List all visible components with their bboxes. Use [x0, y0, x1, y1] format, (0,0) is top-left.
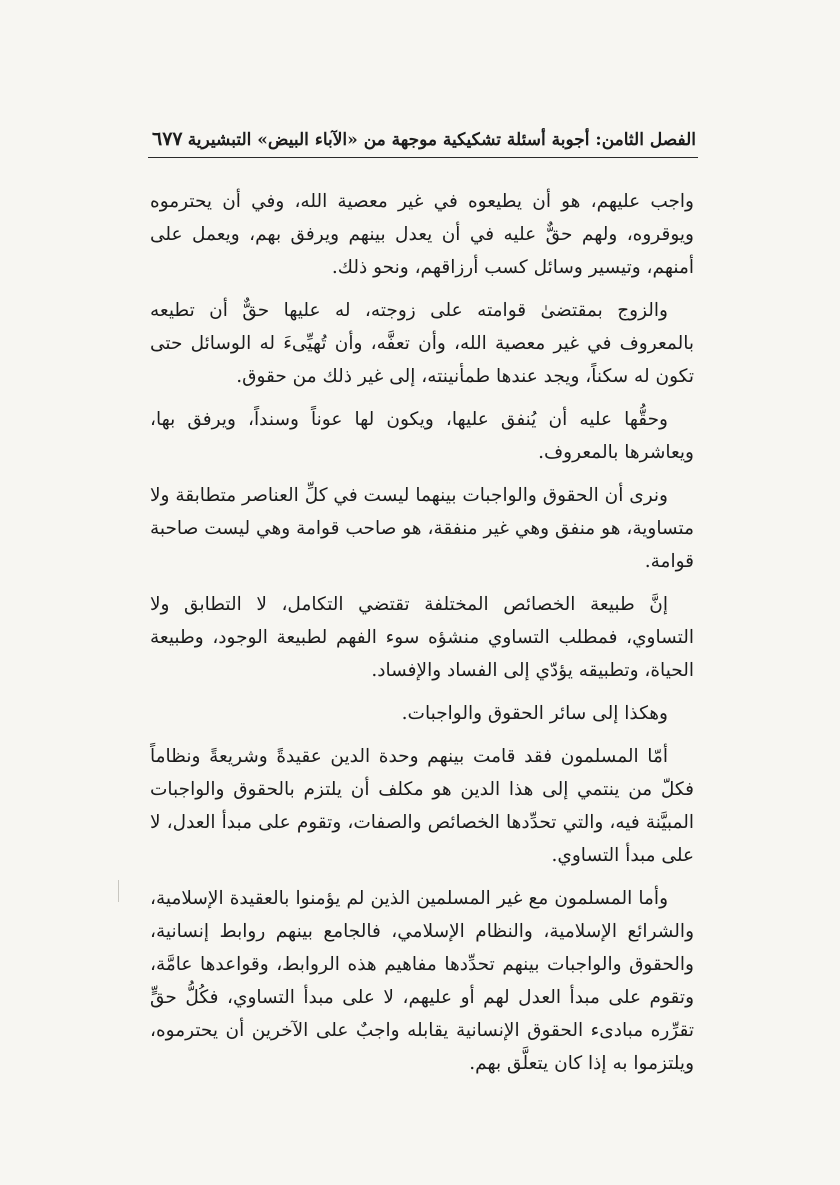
paragraph-1: واجب عليهم، هو أن يطيعوه في غير معصية الله، وفي أن يحترموه ويوقروه، ولهم حقٌّ عليه في أن يعدل بينهم ويرفق بهم، ويعمل على أمنهم، وتيسير وسائل كسب أرزاقهم، ونحو ذلك. — [150, 191, 694, 278]
paragraph-7: أمّا المسلمون فقد قامت بينهم وحدة الدين عقيدةً وشريعةً ونظاماً فكلّ من ينتمي إلى هذا الدين هو مكلف أن يلتزم بالحقوق والواجبات المبيَّنة فيه، والتي تحدِّدها الخصائص والصفات، وتقوم على مبدأ العدل، لا على مبدأ التساوي. — [150, 746, 694, 866]
paragraph-3: وحقُّها عليه أن يُنفق عليها، ويكون لها عوناً وسنداً، ويرفق بها، ويعاشرها بالمعروف. — [150, 409, 694, 463]
paragraph-4: ونرى أن الحقوق والواجبات بينهما ليست في كلِّ العناصر متطابقة ولا متساوية، هو منفق وهي غير منفقة، هو صاحب قوامة وهي ليست صاحبة قوامة. — [150, 485, 694, 572]
page-number: ٦٧٧ — [152, 128, 183, 150]
page-header — [152, 126, 696, 156]
body-text — [150, 185, 694, 1090]
paragraph-8: وأما المسلمون مع غير المسلمين الذين لم يؤمنوا بالعقيدة الإسلامية، والشرائع الإسلامية، والنظام الإسلامي، فالجامع بينهم روابط إنسانية، والحقوق والواجبات بينهم تحدِّدها مفاهيم هذه الروابط، وقواعدها عامَّة، وتقوم على مبدأ العدل لهم أو عليهم، لا على مبدأ التساوي، فكُلُّ حقٍّ تقرِّره مبادىء الحقوق الإنسانية يقابله واجبٌ على الآخرين أن يحترموه، ويلتزموا به إذا كان يتعلَّق بهم. — [150, 888, 694, 1074]
paragraph-5: إنَّ طبيعة الخصائص المختلفة تقتضي التكامل، لا التطابق ولا التساوي، فمطلب التساوي منشؤه سوء الفهم لطبيعة الوجود، وطبيعة الحياة، وتطبيقه يؤدّي إلى الفساد والإفساد. — [150, 594, 694, 681]
paragraph-2: والزوج بمقتضىٰ قوامته على زوجته، له عليها حقٌّ أن تطيعه بالمعروف في غير معصية الله، وأن تعفَّه، وأن تُهيِّىءَ له الوسائل حتى تكون له سكناً، ويجد عندها طمأنينته، إلى غير ذلك من حقوق. — [150, 300, 694, 387]
margin-mark — [118, 880, 119, 902]
header-rule — [148, 157, 698, 158]
running-title: الفصل الثامن: أجوبة أسئلة تشكيكية موجهة من «الآباء البيض» التبشيرية — [187, 130, 696, 150]
paragraph-6: وهكذا إلى سائر الحقوق والواجبات. — [401, 703, 668, 724]
